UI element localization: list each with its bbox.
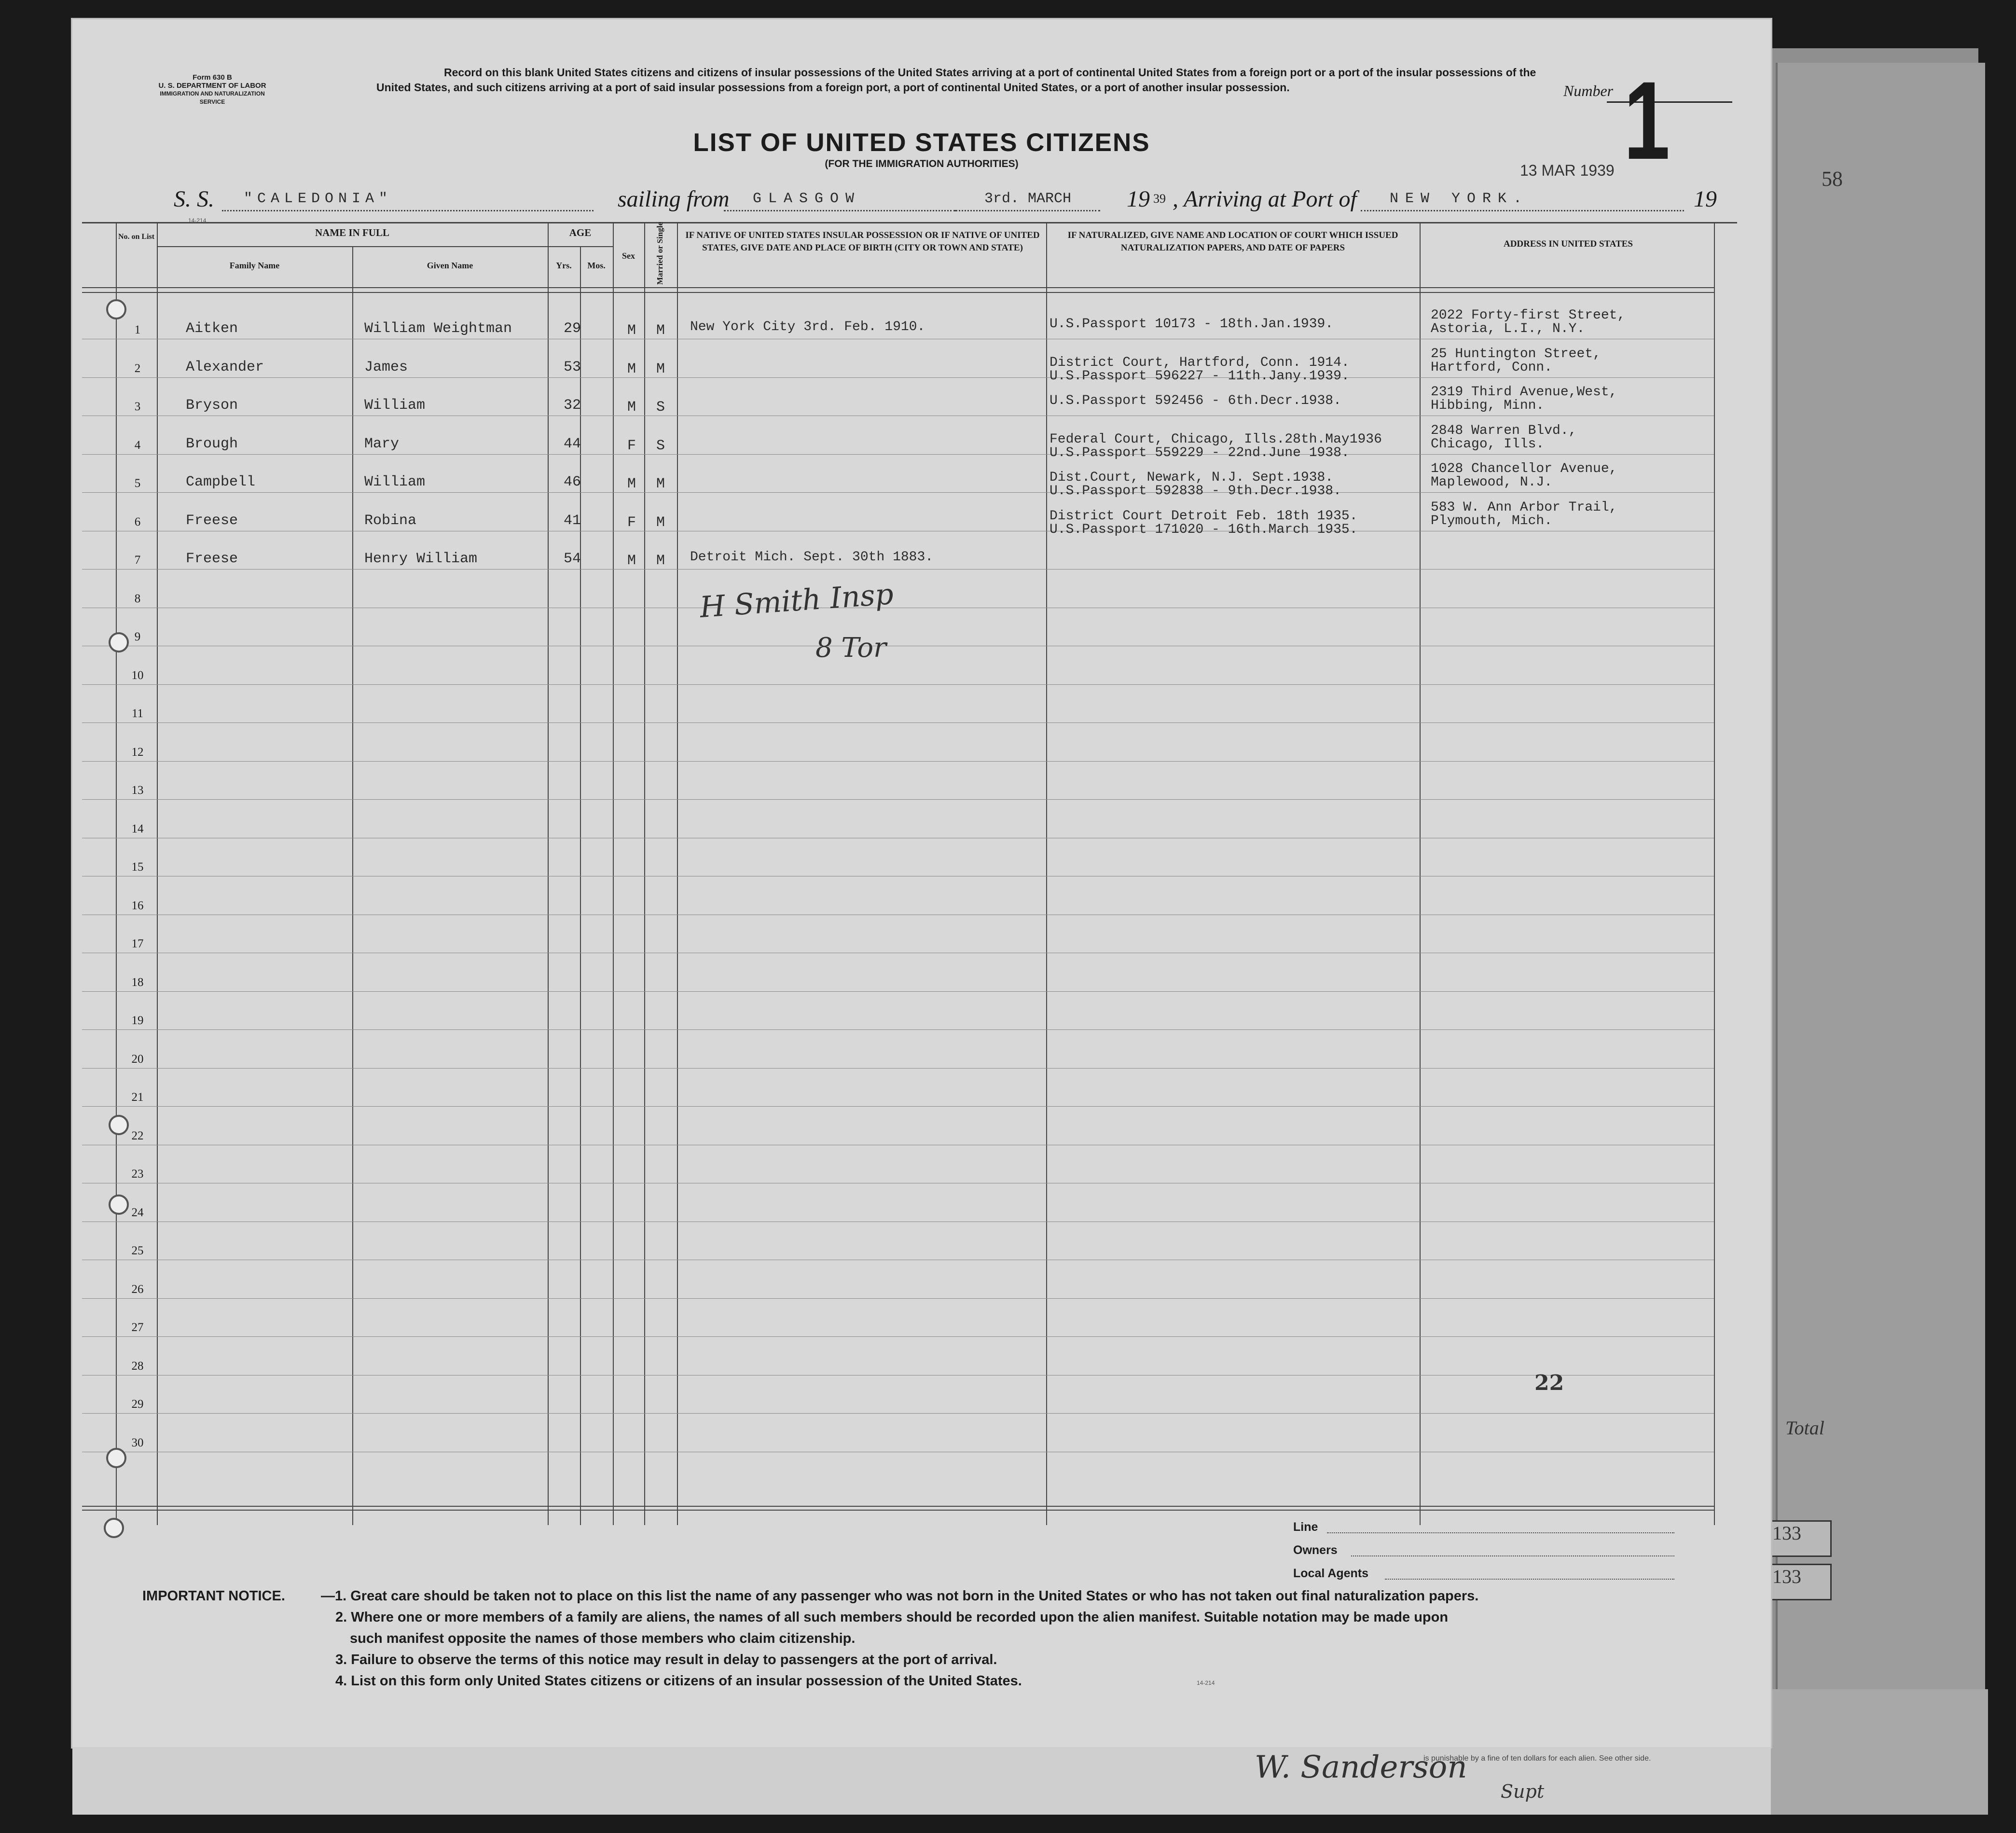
naturalization-line: District Court, Hartford, Conn. 1914.	[1049, 355, 1350, 370]
naturalization-line: Federal Court, Chicago, Ills.28th.May1936	[1049, 431, 1382, 447]
port-from: GLASGOW	[753, 191, 861, 207]
service-name: IMMIGRATION AND NATURALIZATION SERVICE	[160, 90, 265, 105]
sex: M	[627, 399, 636, 416]
sailing-from-label: sailing from	[618, 186, 730, 212]
naturalization-line: U.S.Passport 596227 - 11th.Jany.1939.	[1049, 368, 1350, 384]
address-line: 2848 Warren Blvd.,	[1431, 423, 1577, 438]
sailing-date: 3rd. MARCH	[984, 191, 1072, 207]
form-number: Form 630 B	[193, 73, 232, 82]
given-name: Robina	[364, 512, 417, 529]
naturalization-line: U.S.Passport 592456 - 6th.Decr.1938.	[1049, 393, 1341, 408]
address-line: Chicago, Ills.	[1431, 436, 1545, 452]
naturalization-line: U.S.Passport 592838 - 9th.Decr.1938.	[1049, 484, 1341, 499]
given-name: James	[364, 359, 408, 375]
header-bottom-rule-2	[82, 292, 1714, 293]
col-head-sex: Sex	[622, 251, 635, 261]
page-title: LIST OF UNITED STATES CITIZENS	[693, 128, 1150, 157]
punch-hole	[104, 1518, 124, 1538]
age-years: 32	[564, 397, 581, 414]
col-rule-5	[613, 222, 614, 1525]
date-dotline	[955, 210, 1100, 211]
background-corner-number: 58	[1822, 167, 1843, 191]
birth-info: Detroit Mich. Sept. 30th 1883.	[690, 550, 934, 565]
row-rule	[82, 1413, 1714, 1414]
row-number: 18	[131, 975, 144, 989]
marital-status: M	[656, 361, 665, 377]
inspector-note: H Smith Insp	[699, 577, 895, 625]
local-agents-label: Local Agents	[1293, 1567, 1369, 1580]
punch-hole	[109, 632, 129, 653]
row-number: 9	[134, 630, 141, 643]
punch-hole	[106, 299, 126, 319]
page-subtitle: (FOR THE IMMIGRATION AUTHORITIES)	[825, 158, 1019, 169]
family-name: Alexander	[186, 359, 264, 375]
row-number: 1	[134, 323, 141, 336]
line-label: Line	[1293, 1520, 1318, 1534]
row-number: 22	[131, 1129, 144, 1142]
col-head-mos: Mos.	[587, 261, 606, 270]
col-rule-3	[548, 222, 549, 1525]
punch-hole	[109, 1115, 129, 1135]
address-line: 2022 Forty-first Street,	[1431, 308, 1626, 323]
row-rule	[82, 722, 1714, 723]
age-years: 44	[564, 435, 581, 452]
row-rule	[82, 1029, 1714, 1030]
sex: M	[627, 553, 636, 569]
port-dotline	[1361, 210, 1684, 211]
row-rule	[82, 377, 1714, 378]
lower-strip	[72, 1747, 1771, 1815]
owners-dots	[1351, 1555, 1674, 1556]
address-line: Maplewood, N.J.	[1431, 475, 1553, 490]
col-head-family: Family Name	[229, 261, 280, 270]
row-number: 4	[134, 438, 141, 452]
print-code: 14-214	[188, 217, 207, 224]
row-rule	[82, 684, 1714, 685]
address-line: 2319 Third Avenue,West,	[1431, 385, 1617, 400]
header-bottom-rule	[82, 287, 1714, 288]
row-number: 3	[134, 400, 141, 413]
row-number: 29	[131, 1398, 144, 1411]
punch-hole	[106, 1448, 126, 1468]
year-suffix: 39	[1153, 192, 1166, 206]
address-line: Astoria, L.I., N.Y.	[1431, 321, 1585, 336]
family-name: Freese	[186, 551, 238, 567]
naturalization-line: U.S.Passport 559229 - 22nd.June 1938.	[1049, 445, 1350, 460]
department-name: U. S. DEPARTMENT OF LABOR	[158, 82, 266, 90]
row-rule	[82, 991, 1714, 992]
row-number: 24	[131, 1206, 144, 1219]
notice-3: 3. Failure to observe the terms of this notice may result in delay to passengers at the port of arrival.	[335, 1652, 997, 1667]
row-number: 12	[131, 745, 144, 759]
col-rule-2	[352, 246, 353, 1525]
row-rule	[82, 1068, 1714, 1069]
row-number: 28	[131, 1359, 144, 1373]
row-number: 13	[131, 784, 144, 797]
year-prefix: 19	[1127, 186, 1150, 212]
col-head-married: Married or Single	[655, 222, 664, 285]
address-line: Hartford, Conn.	[1431, 360, 1553, 375]
row-number: 17	[131, 937, 144, 950]
notice-label: IMPORTANT NOTICE.	[142, 1588, 285, 1604]
given-name: William Weightman	[364, 320, 512, 337]
sex: M	[627, 322, 636, 339]
sex: F	[627, 514, 636, 531]
col-head-yrs: Yrs.	[556, 261, 572, 270]
row-number: 7	[134, 554, 141, 567]
naturalization-line: U.S.Passport 171020 - 16th.March 1935.	[1049, 522, 1358, 537]
from-dotline	[724, 210, 955, 211]
naturalization-line: U.S.Passport 10173 - 18th.Jan.1939.	[1049, 317, 1334, 332]
record-instructions: Record on this blank United States citizens and citizens of insular possessions of the United States arriving at a port of continental United States from a foreign port or a port of the insular possessions of the United States, and such citizens arriving at a port of said insular possessions from a foreign port, a port of continental United States, or a port of another insular possession.	[376, 66, 1536, 94]
punch-hole	[109, 1194, 129, 1215]
given-name: William	[364, 397, 426, 414]
given-name: Henry William	[364, 551, 478, 567]
row-number: 6	[134, 515, 141, 528]
manifest-page	[72, 19, 1771, 1747]
background-box-1: 133	[1771, 1520, 1832, 1557]
row-number: 23	[131, 1167, 144, 1180]
arriving-label: , Arriving at Port of	[1173, 186, 1357, 212]
row-number: 5	[134, 477, 141, 490]
ship-name: "CALEDONIA"	[244, 191, 393, 207]
table-bottom-rule	[82, 1506, 1714, 1507]
family-name: Campbell	[186, 474, 256, 490]
age-years: 46	[564, 474, 581, 490]
row-number: 27	[131, 1321, 144, 1334]
birth-info: New York City 3rd. Feb. 1910.	[690, 319, 925, 334]
notice-2-cont: such manifest opposite the names of those members who claim citizenship.	[350, 1631, 856, 1646]
sex: F	[627, 437, 636, 454]
family-name: Freese	[186, 512, 238, 529]
age-years: 54	[564, 551, 581, 567]
sex: M	[627, 476, 636, 492]
row-number: 21	[131, 1091, 144, 1104]
col-head-birth: IF NATIVE OF UNITED STATES INSULAR POSSESSION OR IF NATIVE OF UNITED STATES, GIVE DATE AND PLACE OF BIRTH (CITY OR TOWN AND STATE)	[685, 230, 1040, 253]
agents-dots	[1385, 1579, 1674, 1580]
name-group-rule	[157, 246, 613, 247]
row-number: 10	[131, 668, 144, 682]
given-name: Mary	[364, 435, 400, 452]
form-header	[150, 73, 275, 106]
row-rule	[82, 1336, 1714, 1337]
table-bottom-rule-2	[82, 1510, 1714, 1511]
owners-label: Owners	[1293, 1543, 1338, 1557]
col-head-no: No. on List	[118, 233, 155, 241]
row-rule	[82, 799, 1714, 800]
family-name: Bryson	[186, 397, 238, 414]
col-head-naturalized: IF NATURALIZED, GIVE NAME AND LOCATION OF COURT WHICH ISSUED NATURALIZATION PAPERS, AND DATE OF PAPERS	[1067, 230, 1398, 253]
row-number: 2	[134, 361, 141, 375]
ship-dotline	[222, 210, 594, 211]
row-number: 20	[131, 1052, 144, 1066]
number-label: Number	[1563, 82, 1614, 99]
background-box-2: 133	[1771, 1564, 1832, 1600]
sex: M	[627, 361, 636, 377]
naturalization-line: Dist.Court, Newark, N.J. Sept.1938.	[1049, 470, 1334, 485]
row-number: 15	[131, 861, 144, 874]
col-head-age: AGE	[569, 227, 592, 238]
row-rule	[82, 1106, 1714, 1107]
age-years: 53	[564, 359, 581, 375]
row-number: 11	[131, 707, 144, 720]
arrival-year-prefix: 19	[1694, 186, 1717, 212]
row-rule	[82, 454, 1714, 455]
col-head-name: NAME IN FULL	[315, 227, 389, 238]
col-rule-1	[157, 222, 158, 1525]
marital-status: M	[656, 322, 665, 339]
col-rule-8	[1046, 222, 1047, 1525]
footer-print-code: 14-214	[1197, 1680, 1215, 1686]
row-rule	[82, 761, 1714, 762]
marital-status: M	[656, 553, 665, 569]
col-head-address: ADDRESS IN UNITED STATES	[1503, 239, 1633, 249]
marital-status: M	[656, 514, 665, 531]
address-line: 583 W. Ann Arbor Trail,	[1431, 500, 1617, 515]
port-to: NEW YORK.	[1390, 191, 1529, 207]
address-line: Plymouth, Mich.	[1431, 513, 1553, 528]
row-rule	[82, 492, 1714, 493]
marital-status: M	[656, 476, 665, 492]
col-rule-10	[1714, 222, 1715, 1525]
address-line: 25 Huntington Street,	[1431, 346, 1601, 361]
col-rule-6	[644, 222, 645, 1525]
arrival-date-stamp: 13 MAR 1939	[1520, 162, 1615, 179]
row-number: 30	[131, 1436, 144, 1449]
row-number: 8	[134, 592, 141, 605]
signature-title: Supt	[1501, 1781, 1545, 1802]
ss-label: S. S.	[174, 186, 214, 212]
row-rule	[82, 1298, 1714, 1299]
row-number: 26	[131, 1282, 144, 1296]
age-years: 29	[564, 320, 581, 337]
age-years: 41	[564, 512, 581, 529]
row-number: 16	[131, 899, 144, 912]
margin-number: 22	[1534, 1371, 1564, 1395]
inspector-note-2: 8 Tor	[815, 632, 886, 664]
row-number: 19	[131, 1014, 144, 1027]
list-number: 1	[1624, 58, 1670, 182]
col-rule-7	[677, 222, 678, 1525]
signature: W. Sanderson	[1255, 1750, 1467, 1785]
row-number: 25	[131, 1244, 144, 1257]
address-line: Hibbing, Minn.	[1431, 398, 1545, 413]
background-sheet-bottom	[1747, 1689, 1988, 1815]
marital-status: S	[656, 437, 665, 454]
col-head-given: Given Name	[427, 261, 473, 270]
address-line: 1028 Chancellor Avenue,	[1431, 461, 1617, 476]
row-number: 14	[131, 822, 144, 835]
notice-2: 2. Where one or more members of a family are aliens, the names of all such members should be recorded upon the alien manifest. Suitable notation may be made upon	[335, 1610, 1449, 1625]
family-name: Aitken	[186, 320, 238, 337]
family-name: Brough	[186, 435, 238, 452]
notice-1: —1. Great care should be taken not to place on this list the name of any passenger who was not born in the United States or who has not taken out final naturalization papers.	[321, 1588, 1479, 1604]
background-total-label: Total	[1785, 1417, 1824, 1439]
given-name: William	[364, 474, 426, 490]
col-rule-0	[116, 222, 117, 1525]
naturalization-line: District Court Detroit Feb. 18th 1935.	[1049, 508, 1358, 524]
col-rule-9	[1420, 222, 1421, 1525]
marital-status: S	[656, 399, 665, 416]
penalty-text: is punishable by a fine of ten dollars for each alien. See other side.	[1423, 1754, 1651, 1763]
line-dots	[1327, 1532, 1674, 1533]
notice-4: 4. List on this form only United States citizens or citizens of an insular possession of the United States.	[335, 1673, 1022, 1689]
